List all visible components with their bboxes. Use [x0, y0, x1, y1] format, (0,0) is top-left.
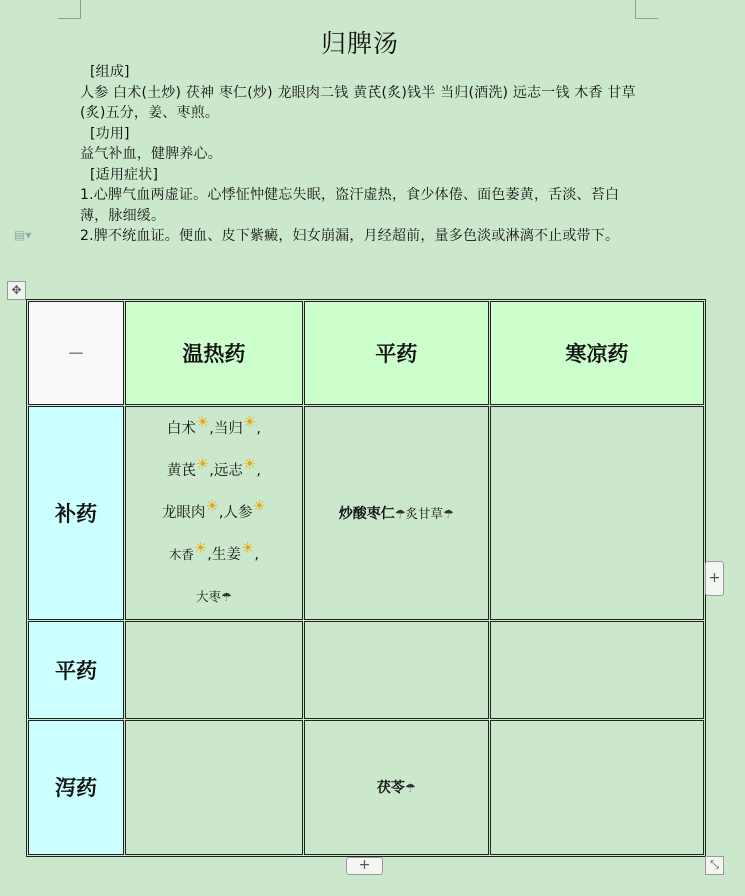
separator: , [254, 547, 259, 564]
section-body-composition: 人参 白术(土炒) 茯神 枣仁(炒) 龙眼肉二钱 黄芪(炙)钱半 当归(酒洗) 远志一钱 木香 甘草(炙)五分，姜、枣煎。 [80, 84, 636, 121]
add-column-button[interactable]: + [705, 561, 724, 596]
herb-line [126, 576, 302, 618]
row-header-purge[interactable]: 泻药 [28, 720, 124, 856]
separator: , [207, 547, 212, 564]
herb-fuling: 茯苓 [376, 780, 405, 797]
sun-icon: ☀ [205, 497, 219, 516]
herb-line [126, 450, 302, 492]
herb-yuanzhi: 远志 [213, 463, 243, 480]
sun-icon: ☀ [193, 539, 208, 558]
cell-tonic-neutral[interactable] [304, 406, 489, 620]
table-resize-handle-icon[interactable]: ⤡ [705, 856, 724, 875]
herb-shengjiang: 生姜 [211, 547, 241, 564]
cell-tonic-cold[interactable] [490, 406, 704, 620]
umbrella-icon: ☂ [404, 781, 416, 796]
cell-purge-warm[interactable] [125, 720, 303, 856]
document-body [80, 62, 640, 247]
herb-property-table [26, 299, 706, 857]
section-body-indications-1: 1.心脾气血两虚证。心悸怔忡健忘失眠，盗汗虚热，食少体倦、面色萎黄，舌淡、苔白薄，脉细缓。 [80, 187, 620, 224]
cell-tonic-warm[interactable] [125, 406, 303, 620]
separator: , [218, 505, 224, 522]
paragraph-options-icon[interactable]: ▤▾ [14, 228, 32, 242]
col-header-cold[interactable]: 寒凉药 [490, 301, 704, 405]
table-move-handle-icon[interactable]: ✥ [7, 281, 26, 300]
umbrella-icon: ☂ [221, 590, 232, 605]
umbrella-icon: ☂ [394, 507, 406, 522]
row-header-tonic[interactable]: 补药 [28, 406, 124, 620]
herb-renshen: 人参 [223, 505, 253, 522]
add-row-button[interactable]: + [346, 857, 383, 875]
document-title: 归脾汤 [320, 29, 399, 58]
separator: , [209, 463, 214, 480]
table-corner-cell[interactable]: － [28, 301, 124, 405]
herb-huangqi: 黄芪 [166, 463, 196, 480]
sun-icon: ☀ [242, 455, 257, 474]
sun-icon: ☀ [242, 413, 257, 432]
sun-icon: ☀ [195, 413, 210, 432]
herb-longyanrou: 龙眼肉 [161, 505, 206, 522]
herb-danggui: 当归 [213, 421, 243, 438]
section-heading-composition: [组成] [90, 64, 130, 80]
herb-dazao: 大枣 [196, 589, 222, 605]
section-body-indications-2: 2.脾不统血证。便血、皮下紫癜，妇女崩漏，月经超前，量多色淡或淋漓不止或带下。 [80, 228, 620, 244]
herb-line [126, 408, 302, 450]
separator: , [209, 421, 214, 438]
herb-line [126, 492, 302, 534]
cell-neutral-neutral[interactable] [304, 621, 489, 718]
cell-purge-neutral[interactable] [304, 720, 489, 856]
cell-purge-cold[interactable] [490, 720, 704, 856]
page-corner-mark-right [635, 0, 658, 19]
col-header-warm[interactable]: 温热药 [125, 301, 303, 405]
separator: , [256, 421, 261, 438]
cell-neutral-warm[interactable] [125, 621, 303, 718]
section-heading-indications: [适用症状] [90, 166, 159, 183]
herb-muxiang: 木香 [168, 547, 194, 563]
herb-baizhu: 白术 [166, 421, 196, 438]
page-corner-mark-left [58, 0, 81, 19]
row-header-neutral[interactable]: 平药 [28, 621, 124, 718]
sun-icon: ☀ [252, 497, 266, 516]
sun-icon: ☀ [240, 539, 255, 558]
section-body-function: 益气补血，健脾养心。 [80, 146, 222, 162]
herb-zhigancao: 炙甘草 [405, 506, 444, 522]
separator: , [256, 463, 261, 480]
cell-neutral-cold[interactable] [490, 621, 704, 718]
umbrella-icon: ☂ [443, 507, 454, 522]
herb-chaosuanzaoren: 炒酸枣仁 [338, 506, 395, 523]
col-header-neutral[interactable]: 平药 [304, 301, 489, 405]
section-heading-function: [功用] [90, 125, 130, 142]
sun-icon: ☀ [195, 455, 210, 474]
herb-line [126, 534, 302, 576]
